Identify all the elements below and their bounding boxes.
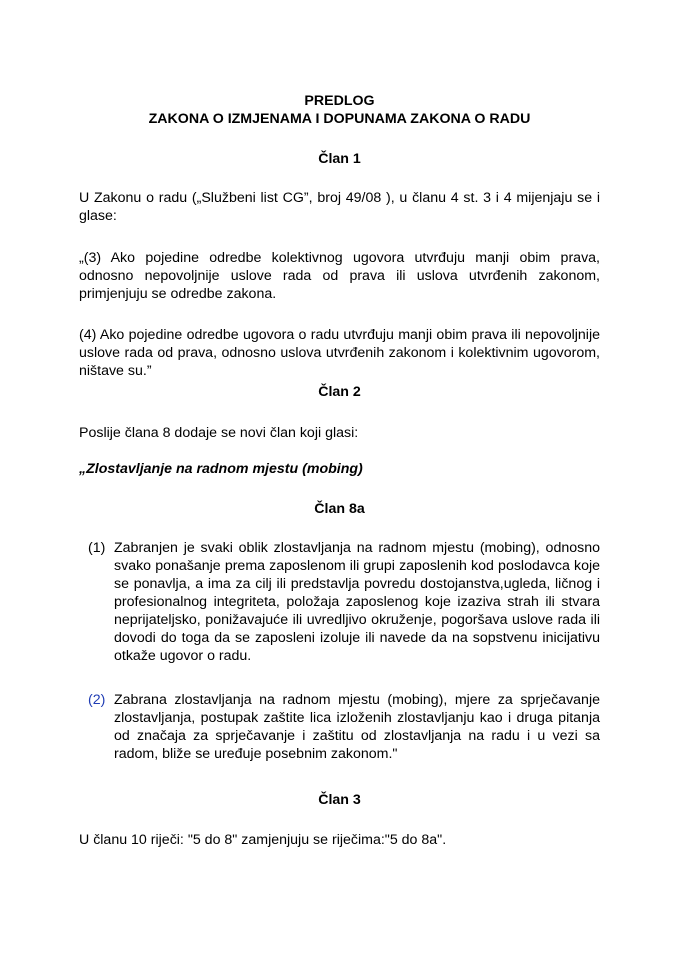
- document-title-line-1: PREDLOG: [304, 93, 375, 109]
- article-2-subtitle: „Zlostavljanje na radnom mjestu (mobing): [79, 461, 363, 477]
- article-1-paragraph-3: „(3) Ako pojedine odredbe kolektivnog ugovora utvrđuju manji obim prava, odnosno nepovoljnije uslove rada od prava ili uslova utvrđenih zakonom, primjenjuju se odredbe zakona.: [79, 250, 600, 302]
- article-1-paragraph-4: (4) Ako pojedine odredbe ugovora o radu utvrđuju manji obim prava ili nepovoljnije uslove rada od prava, odnosno uslova utvrđenih zakonom i kolektivnim ugovorom, ništave su.”: [79, 327, 600, 379]
- article-8a-heading: Član 8a: [314, 501, 365, 517]
- document-title-line-2: ZAKONA O IZMJENAMA I DOPUNAMA ZAKONA O RADU: [148, 111, 531, 127]
- article-2-intro: Poslije člana 8 dodaje se novi član koji glasi:: [79, 425, 359, 441]
- item-text: Zabranjen je svaki oblik zlostavljanja na radnom mjestu (mobing), odnosno svako ponašanje prema zaposlenom ili grupi zaposlenih kod poslodavca koje se ponavlja, a ima za cilj ili predstavlja povredu dostojanstva,ugleda, ličnog i profesionalnog integriteta, položaja zaposlenog koje izaziva strah ili stvara neprijateljsko, ponižavajuće ili uvredljivo okruženje, pogoršava uslove rada ili dovodi do toga da se zaposleni izoluje ili navede da na sopstvenu inicijativu otkaže ugovor o radu.: [114, 540, 600, 664]
- article-3-heading: Član 3: [318, 792, 361, 808]
- item-number: (2): [88, 692, 106, 708]
- article-1-intro: U Zakonu o radu („Službeni list CG”, broj 49/08 ), u članu 4 st. 3 i 4 mijenjaju se i glase:: [79, 190, 600, 224]
- article-3-text: U članu 10 riječi: "5 do 8" zamjenjuju se riječima:"5 do 8a".: [79, 832, 447, 848]
- item-number: (1): [88, 540, 106, 556]
- article-1-heading: Član 1: [318, 151, 361, 167]
- item-text: Zabrana zlostavljanja na radnom mjestu (mobing), mjere za sprječavanje zlostavljanja, postupak zaštite lica izloženih zlostavljanju kao i druga pitanja od značaja za sprječavanje i zaštitu od zlostavljanja na radu i u vezi sa radom, bliže se uređuje posebnim zakonom.": [114, 692, 600, 762]
- article-2-heading: Član 2: [318, 384, 361, 400]
